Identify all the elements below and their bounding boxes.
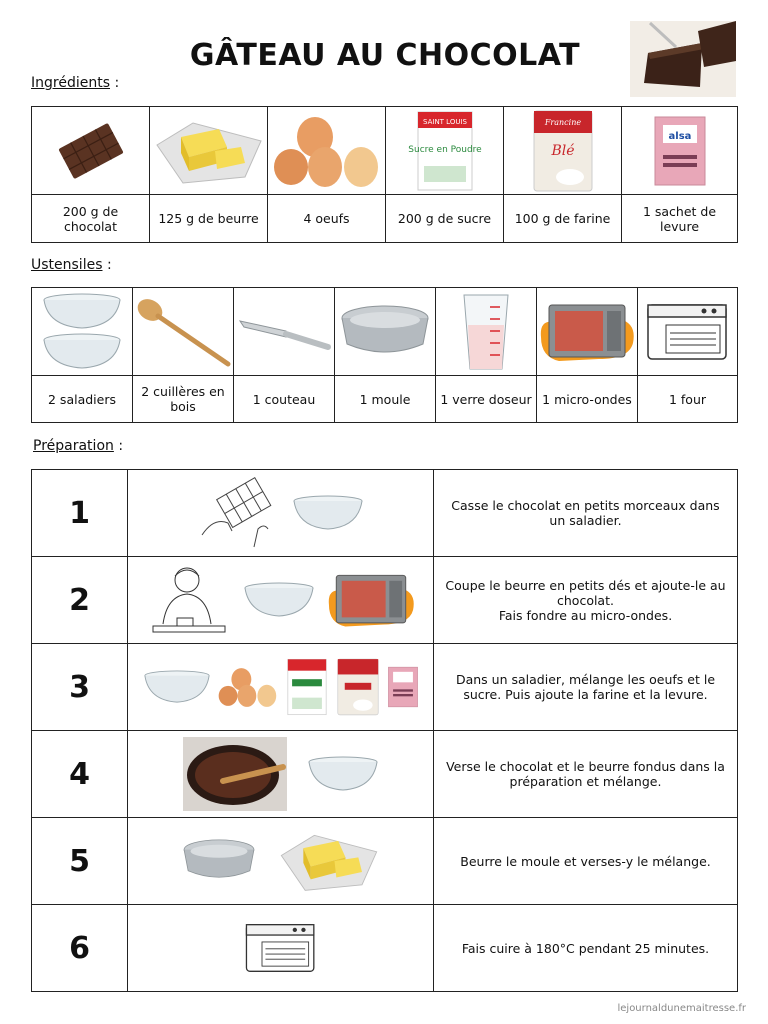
utensil-cell — [32, 288, 133, 376]
utensil-label: 1 verre doseur — [436, 376, 537, 423]
flour-package-icon — [530, 109, 596, 193]
utensil-label: 1 couteau — [234, 376, 335, 423]
utensil-cell — [234, 288, 335, 376]
utensil-label: 1 moule — [335, 376, 436, 423]
step-text: Coupe le beurre en petits dés et ajoute-le au chocolat. Fais fondre au micro-ondes. — [434, 557, 738, 644]
step-row — [32, 905, 738, 992]
yeast-sachet-icon — [653, 115, 707, 187]
page-title: GÂTEAU AU CHOCOLAT — [189, 38, 581, 73]
knife-icon — [236, 307, 332, 357]
measuring-cup-icon — [460, 291, 512, 373]
utensil-cell — [133, 288, 234, 376]
step-number: 1 — [32, 470, 128, 557]
ingredient-cell — [150, 107, 268, 195]
step-text: Fais cuire à 180°C pendant 25 minutes. — [434, 905, 738, 992]
step-text: Dans un saladier, mélange les oeufs et le sucre. Puis ajoute la farine et la levure. — [434, 644, 738, 731]
oven-icon — [644, 299, 732, 365]
step-illustrations — [128, 905, 434, 992]
step-text: Casse le chocolat en petits morceaux dans un saladier. — [434, 470, 738, 557]
ingredient-label: 1 sachet de levure — [622, 195, 738, 243]
step-row — [32, 644, 738, 731]
step-row — [32, 470, 738, 557]
utensil-label: 1 micro-ondes — [537, 376, 638, 423]
step-number: 5 — [32, 818, 128, 905]
footer-credit: lejournaldunemaitresse.fr — [617, 1003, 746, 1014]
child-cutting-butter-icon — [147, 564, 231, 636]
flour-package-icon — [335, 657, 381, 717]
butter-icon — [153, 115, 265, 187]
utensil-cell — [638, 288, 738, 376]
ingredient-label: 4 oeufs — [268, 195, 386, 243]
ingredients-heading: Ingrédients : — [31, 75, 120, 91]
step-row — [32, 731, 738, 818]
eggs-icon — [217, 664, 279, 710]
microwave-icon — [327, 568, 415, 632]
utensil-cell — [335, 288, 436, 376]
ingredient-cell — [504, 107, 622, 195]
step-row — [32, 557, 738, 644]
utensil-cell — [436, 288, 537, 376]
salad-bowl-icon — [292, 493, 364, 533]
preparation-table — [31, 469, 738, 992]
salad-bowls-icon — [40, 290, 124, 374]
ingredient-cell — [386, 107, 504, 195]
eggs-icon — [271, 113, 383, 189]
step-number: 6 — [32, 905, 128, 992]
chocolate-bar-icon — [51, 120, 131, 182]
svg-text:alsa: alsa — [668, 130, 691, 142]
yeast-sachet-icon — [387, 666, 419, 708]
utensil-cell — [537, 288, 638, 376]
step-text: Beurre le moule et verses-y le mélange. — [434, 818, 738, 905]
ingredient-label: 200 g de chocolat — [32, 195, 150, 243]
svg-text:Francine: Francine — [544, 117, 581, 127]
utensil-label: 2 cuillères en bois — [133, 376, 234, 423]
step-number: 3 — [32, 644, 128, 731]
step-number: 2 — [32, 557, 128, 644]
ingredient-label: 100 g de farine — [504, 195, 622, 243]
svg-text:Sucre en Poudre: Sucre en Poudre — [407, 144, 482, 155]
hands-breaking-chocolate-icon — [198, 477, 282, 549]
chocolate-cake-photo — [630, 21, 736, 97]
melted-chocolate-pan-icon — [183, 737, 287, 811]
utensils-table — [31, 287, 738, 423]
oven-icon — [243, 919, 319, 977]
sugar-package-icon — [407, 110, 482, 192]
salad-bowl-icon — [243, 580, 315, 620]
step-illustrations — [128, 731, 434, 818]
step-text: Verse le chocolat et le beurre fondus dans la préparation et mélange. — [434, 731, 738, 818]
salad-bowl-icon — [307, 754, 379, 794]
ingredients-table — [31, 106, 738, 243]
salad-bowl-icon — [143, 667, 211, 707]
sugar-package-icon — [285, 657, 329, 717]
preparation-heading: Préparation : — [33, 438, 124, 454]
cake-pan-icon — [339, 300, 431, 364]
wooden-spoon-icon — [134, 294, 232, 370]
step-row — [32, 818, 738, 905]
ingredient-cell — [268, 107, 386, 195]
microwave-icon — [539, 297, 635, 367]
utensils-heading: Ustensiles : — [31, 257, 112, 273]
ingredient-cell — [622, 107, 738, 195]
butter-icon — [277, 828, 381, 894]
utensil-label: 1 four — [638, 376, 738, 423]
step-illustrations — [128, 557, 434, 644]
cake-pan-icon — [181, 835, 257, 887]
ingredient-label: 200 g de sucre — [386, 195, 504, 243]
svg-text:Blé: Blé — [550, 142, 575, 159]
ingredient-label: 125 g de beurre — [150, 195, 268, 243]
utensil-label: 2 saladiers — [32, 376, 133, 423]
step-illustrations — [128, 470, 434, 557]
step-number: 4 — [32, 731, 128, 818]
ingredient-cell — [32, 107, 150, 195]
sugar-brand-text: SAINT LOUIS — [422, 117, 467, 126]
step-illustrations — [128, 818, 434, 905]
step-illustrations — [128, 644, 434, 731]
